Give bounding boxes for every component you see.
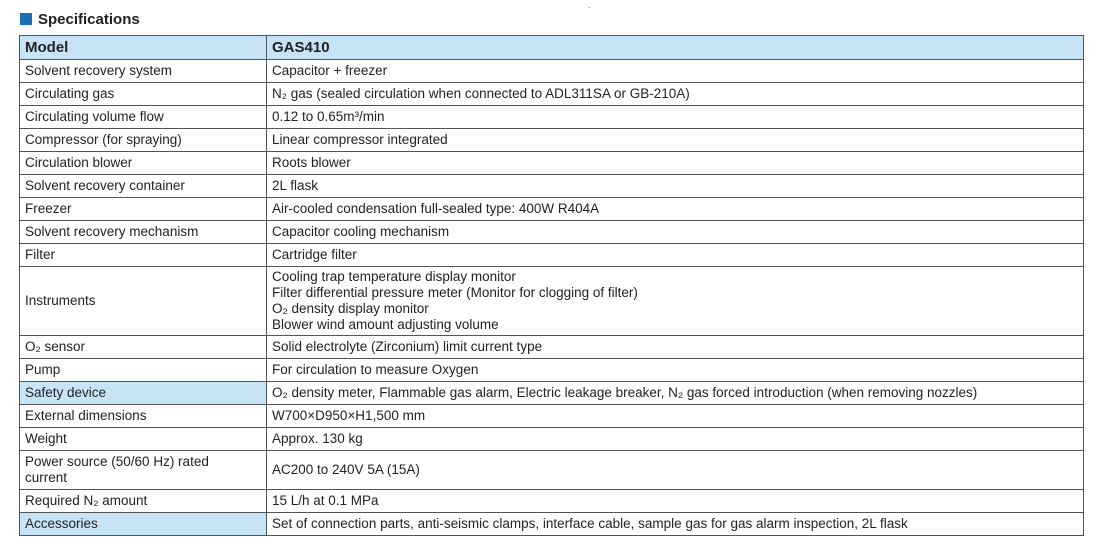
power-label-line: Power source (50/60 Hz) rated [25,454,209,469]
header-label-cell: Model [20,36,267,60]
table-row [20,428,1084,451]
row-value: Capacitor cooling mechanism [267,221,1084,244]
row-label: Compressor (for spraying) [20,129,267,152]
table-row [20,83,1084,106]
row-label: Freezer [20,198,267,221]
row-value: Air-cooled condensation full-sealed type: 400W R404A [267,198,1084,221]
row-value: Roots blower [267,152,1084,175]
table-row [20,198,1084,221]
table-row [20,175,1084,198]
row-label-multiline [20,451,267,490]
specifications-table [19,35,1084,536]
row-label: Circulation blower [20,152,267,175]
row-value: Cartridge filter [267,244,1084,267]
heading-bullet-icon [20,13,32,25]
instrument-line: O₂ density display monitor [272,301,429,316]
row-value: Solid electrolyte (Zirconium) limit current type [267,336,1084,359]
row-label: O₂ sensor [20,336,267,359]
table-row [20,336,1084,359]
row-label: Circulating gas [20,83,267,106]
table-row [20,490,1084,513]
row-value: Capacitor + freezer [267,60,1084,83]
table-row [20,129,1084,152]
row-label: Weight [20,428,267,451]
row-label: Circulating volume flow [20,106,267,129]
row-value: 0.12 to 0.65m³/min [267,106,1084,129]
row-value-multiline [267,267,1084,336]
header-value-cell: GAS410 [267,36,1084,60]
row-value: Linear compressor integrated [267,129,1084,152]
row-value: W700×D950×H1,500 mm [267,405,1084,428]
instrument-line: Blower wind amount adjusting volume [272,317,499,332]
row-label: Solvent recovery system [20,60,267,83]
table-row [20,359,1084,382]
instrument-line: Filter differential pressure meter (Monitor for clogging of filter) [272,285,638,300]
row-value: N₂ gas (sealed circulation when connected to ADL311SA or GB-210A) [267,83,1084,106]
section-title: Specifications [38,10,140,28]
power-label-line: current [25,470,68,485]
row-value: AC200 to 240V 5A (15A) [267,451,1084,490]
table-row [20,221,1084,244]
row-label: Solvent recovery container [20,175,267,198]
table-row [20,405,1084,428]
table-row [20,382,1084,405]
row-label: Solvent recovery mechanism [20,221,267,244]
row-label: Accessories [20,513,267,536]
row-label: Instruments [20,267,267,336]
table-row-instruments [20,267,1084,336]
row-label: External dimensions [20,405,267,428]
table-row [20,244,1084,267]
row-label: Required N₂ amount [20,490,267,513]
row-value: Set of connection parts, anti-seismic clamps, interface cable, sample gas for gas alarm inspection, 2L flask [267,513,1084,536]
row-value: For circulation to measure Oxygen [267,359,1084,382]
section-heading [20,8,140,30]
table-row [20,152,1084,175]
row-value: 15 L/h at 0.1 MPa [267,490,1084,513]
table-header-row [20,36,1084,60]
row-value: Approx. 130 kg [267,428,1084,451]
stray-mark: . [588,0,591,10]
instrument-line: Cooling trap temperature display monitor [272,269,516,284]
row-label: Pump [20,359,267,382]
table-row [20,513,1084,536]
row-label: Filter [20,244,267,267]
row-label: Safety device [20,382,267,405]
table-row [20,106,1084,129]
table-row-power [20,451,1084,490]
table-row [20,60,1084,83]
row-value: 2L flask [267,175,1084,198]
row-value: O₂ density meter, Flammable gas alarm, Electric leakage breaker, N₂ gas forced introduction (when removing nozzles) [267,382,1084,405]
